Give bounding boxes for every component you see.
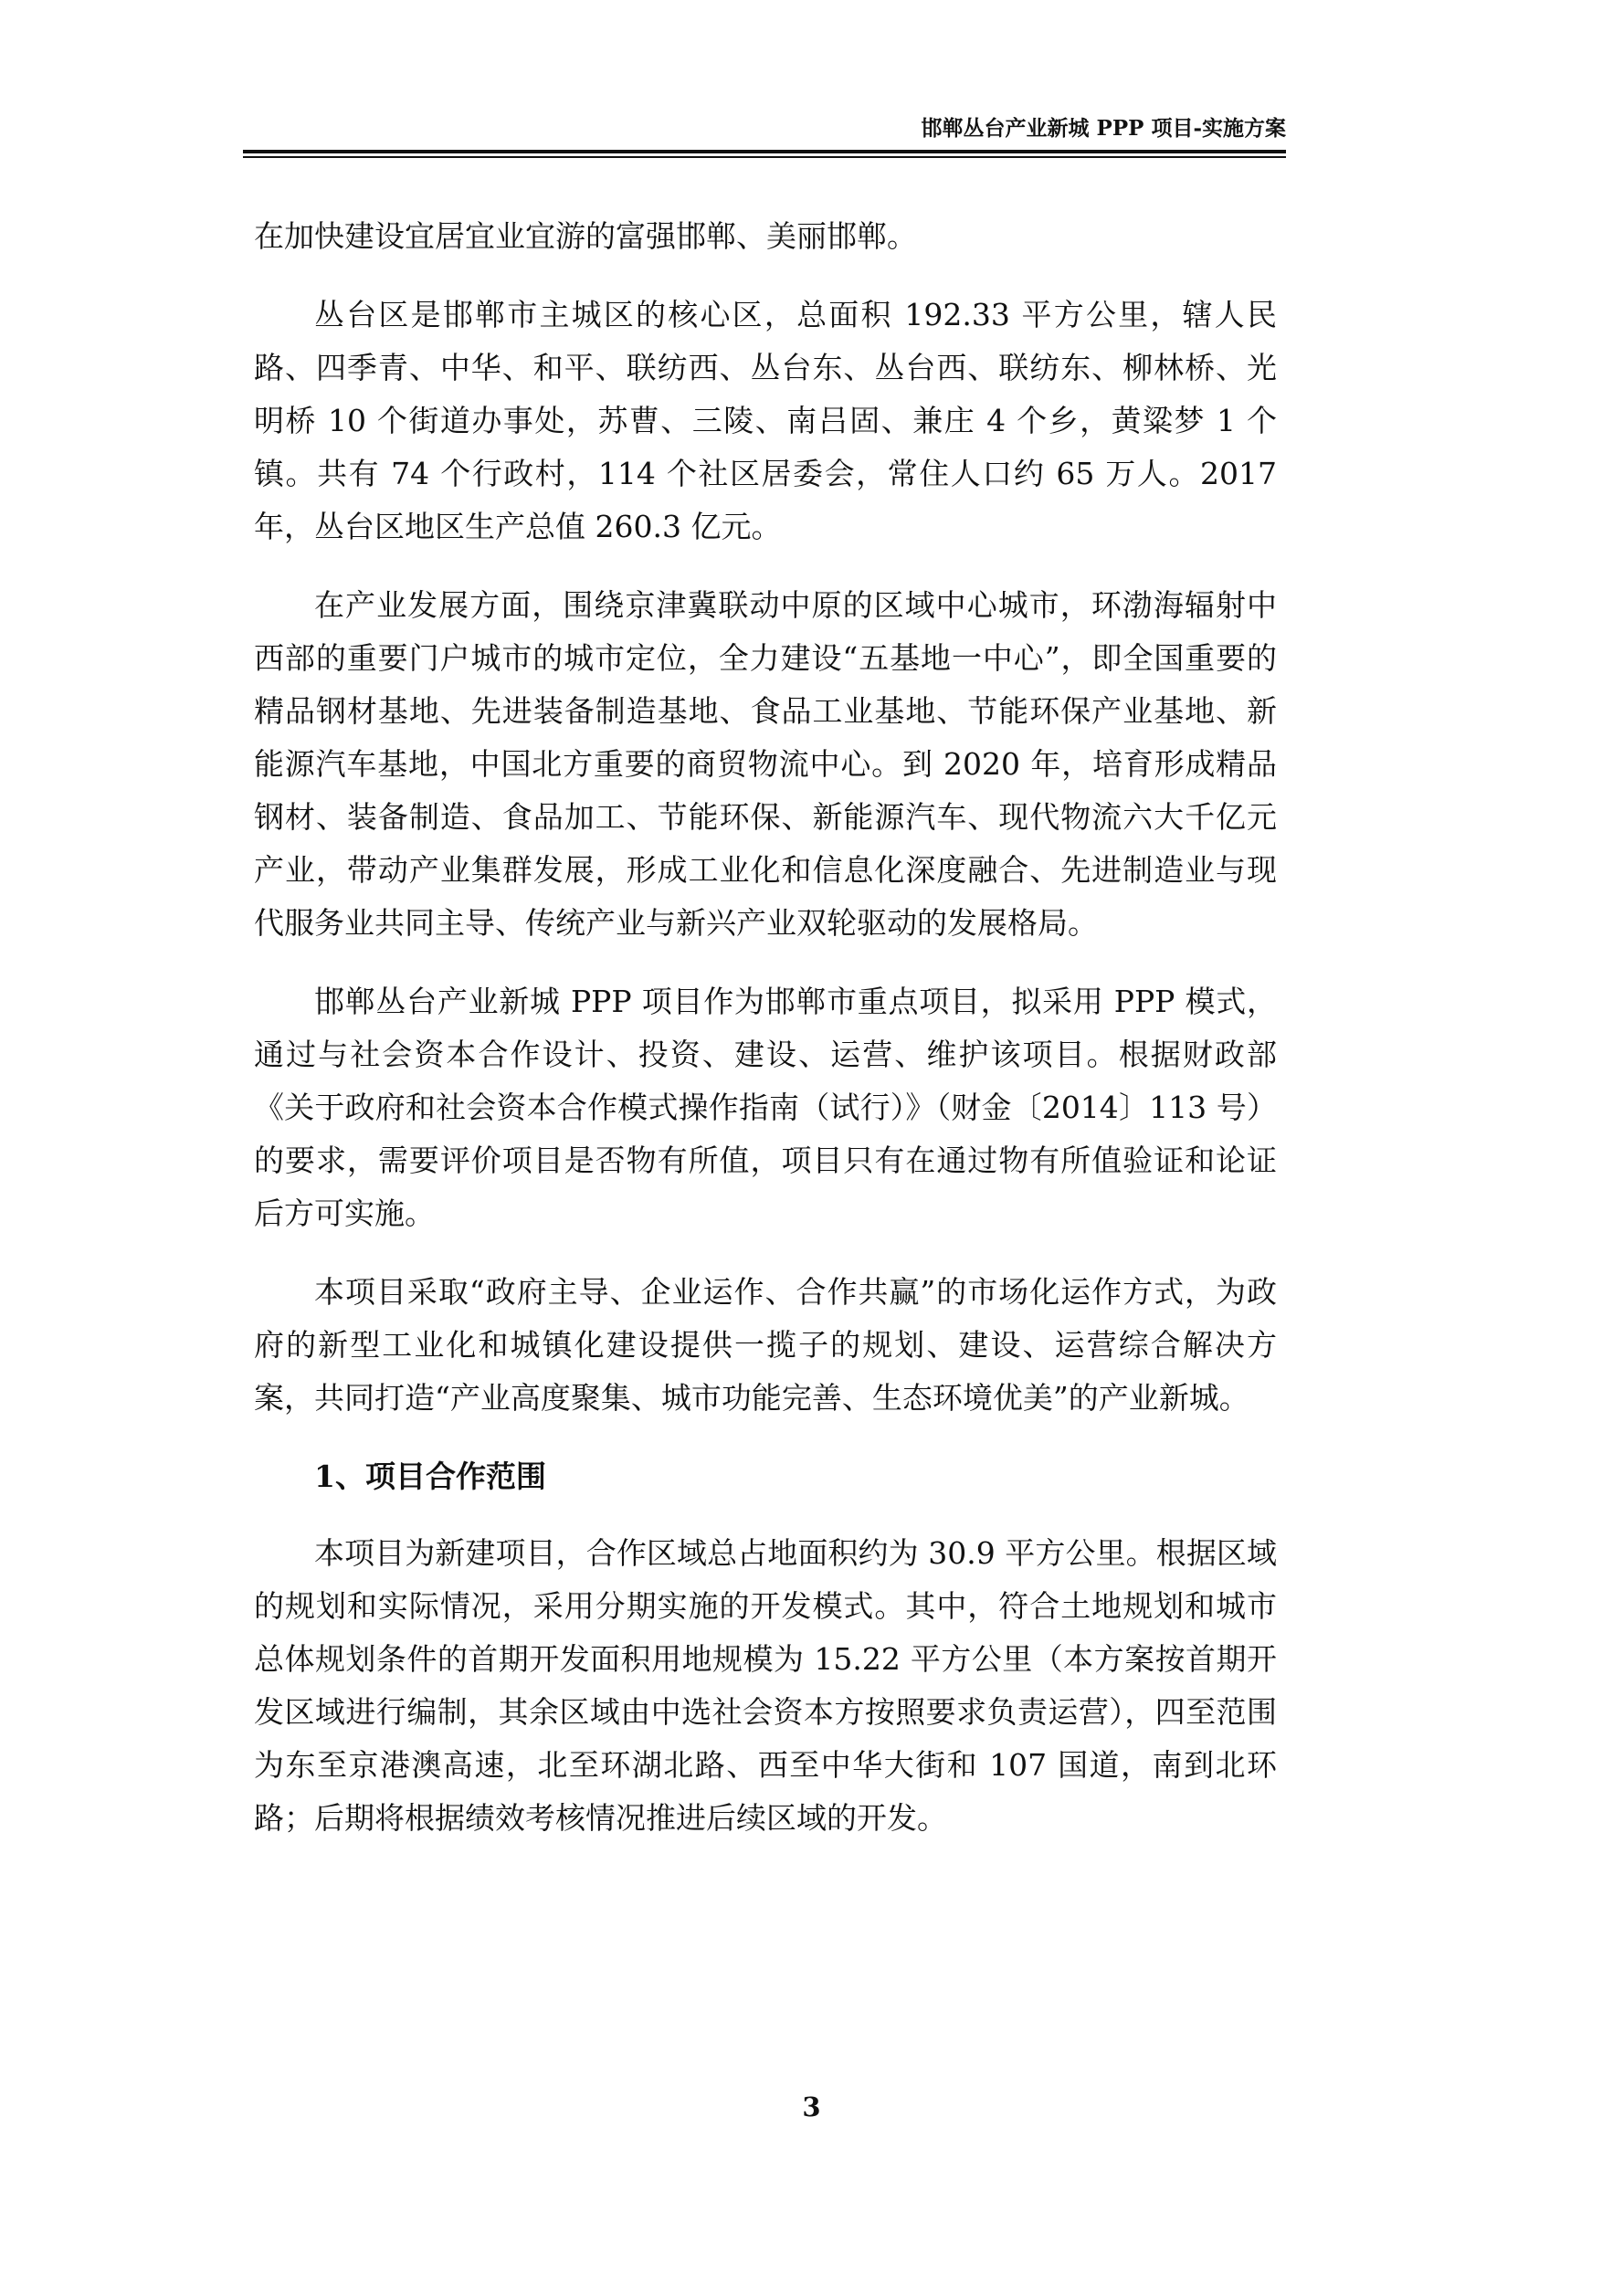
section-heading: 1、项目合作范围 xyxy=(314,1459,546,1494)
document-body xyxy=(254,210,1277,1870)
paragraph-operation-mode: 本项目采取“政府主导、企业运作、合作共赢”的市场化运作方式，为政府的新型工业化和城镇化建设提供一揽子的规划、建设、运营综合解决方案，共同打造“产业高度聚集、城市功能完善、生态环境优美”的产业新城。 xyxy=(254,1274,1277,1416)
paragraph-cooperation-scope: 本项目为新建项目，合作区域总占地面积约为 30.9 平方公里。根据区域的规划和实际情况，采用分期实施的开发模式。其中，符合土地规划和城市总体规划条件的首期开发面积用地规模为 15.22 平方公里（本方案按首期开发区域进行编制，其余区域由中选社会资本方按照要求负责运营），四至范围为东至京港澳高速，北至环湖北路、西至中华大街和 107 国道，南到北环路；后期将根据绩效考核情况推进后续区域的开发。 xyxy=(254,1535,1277,1836)
paragraph-ppp-project: 邯郸丛台产业新城 PPP 项目作为邯郸市重点项目，拟采用 PPP 模式，通过与社会资本合作设计、投资、建设、运营、维护该项目。根据财政部《关于政府和社会资本合作模式操作指南（试行）》（财金〔2014〕113 号）的要求，需要评价项目是否物有所值，项目只有在通过物有所值验证和论证后方可实施。 xyxy=(254,984,1277,1231)
paragraph-district-overview: 丛台区是邯郸市主城区的核心区，总面积 192.33 平方公里，辖人民路、四季青、中华、和平、联纺西、丛台东、丛台西、联纺东、柳林桥、光明桥 10 个街道办事处，苏曹、三陵、南吕固、兼庄 4 个乡，黄粱梦 1 个镇。共有 74 个行政村，114 个社区居委会，常住人口约 65 万人。2017 年，丛台区地区生产总值 260.3 亿元。 xyxy=(254,297,1277,544)
paragraph-industry-development: 在产业发展方面，围绕京津冀联动中原的区域中心城市，环渤海辐射中西部的重要门户城市的城市定位，全力建设“五基地一中心”，即全国重要的精品钢材基地、先进装备制造基地、食品工业基地、节能环保产业基地、新能源汽车基地，中国北方重要的商贸物流中心。到 2020 年，培育形成精品钢材、装备制造、食品加工、节能环保、新能源汽车、现代物流六大千亿元产业，带动产业集群发展，形成工业化和信息化深度融合、先进制造业与现代服务业共同主导、传统产业与新兴产业双轮驱动的发展格局。 xyxy=(254,587,1277,941)
header-rule-thick xyxy=(243,150,1286,153)
continuation-paragraph: 在加快建设宜居宜业宜游的富强邯郸、美丽邯郸。 xyxy=(254,218,917,254)
page-number: 3 xyxy=(802,2091,821,2122)
header-rule-thin xyxy=(243,156,1286,158)
page-header xyxy=(243,115,1286,152)
header-title: 邯郸丛台产业新城 PPP 项目-实施方案 xyxy=(921,116,1286,141)
